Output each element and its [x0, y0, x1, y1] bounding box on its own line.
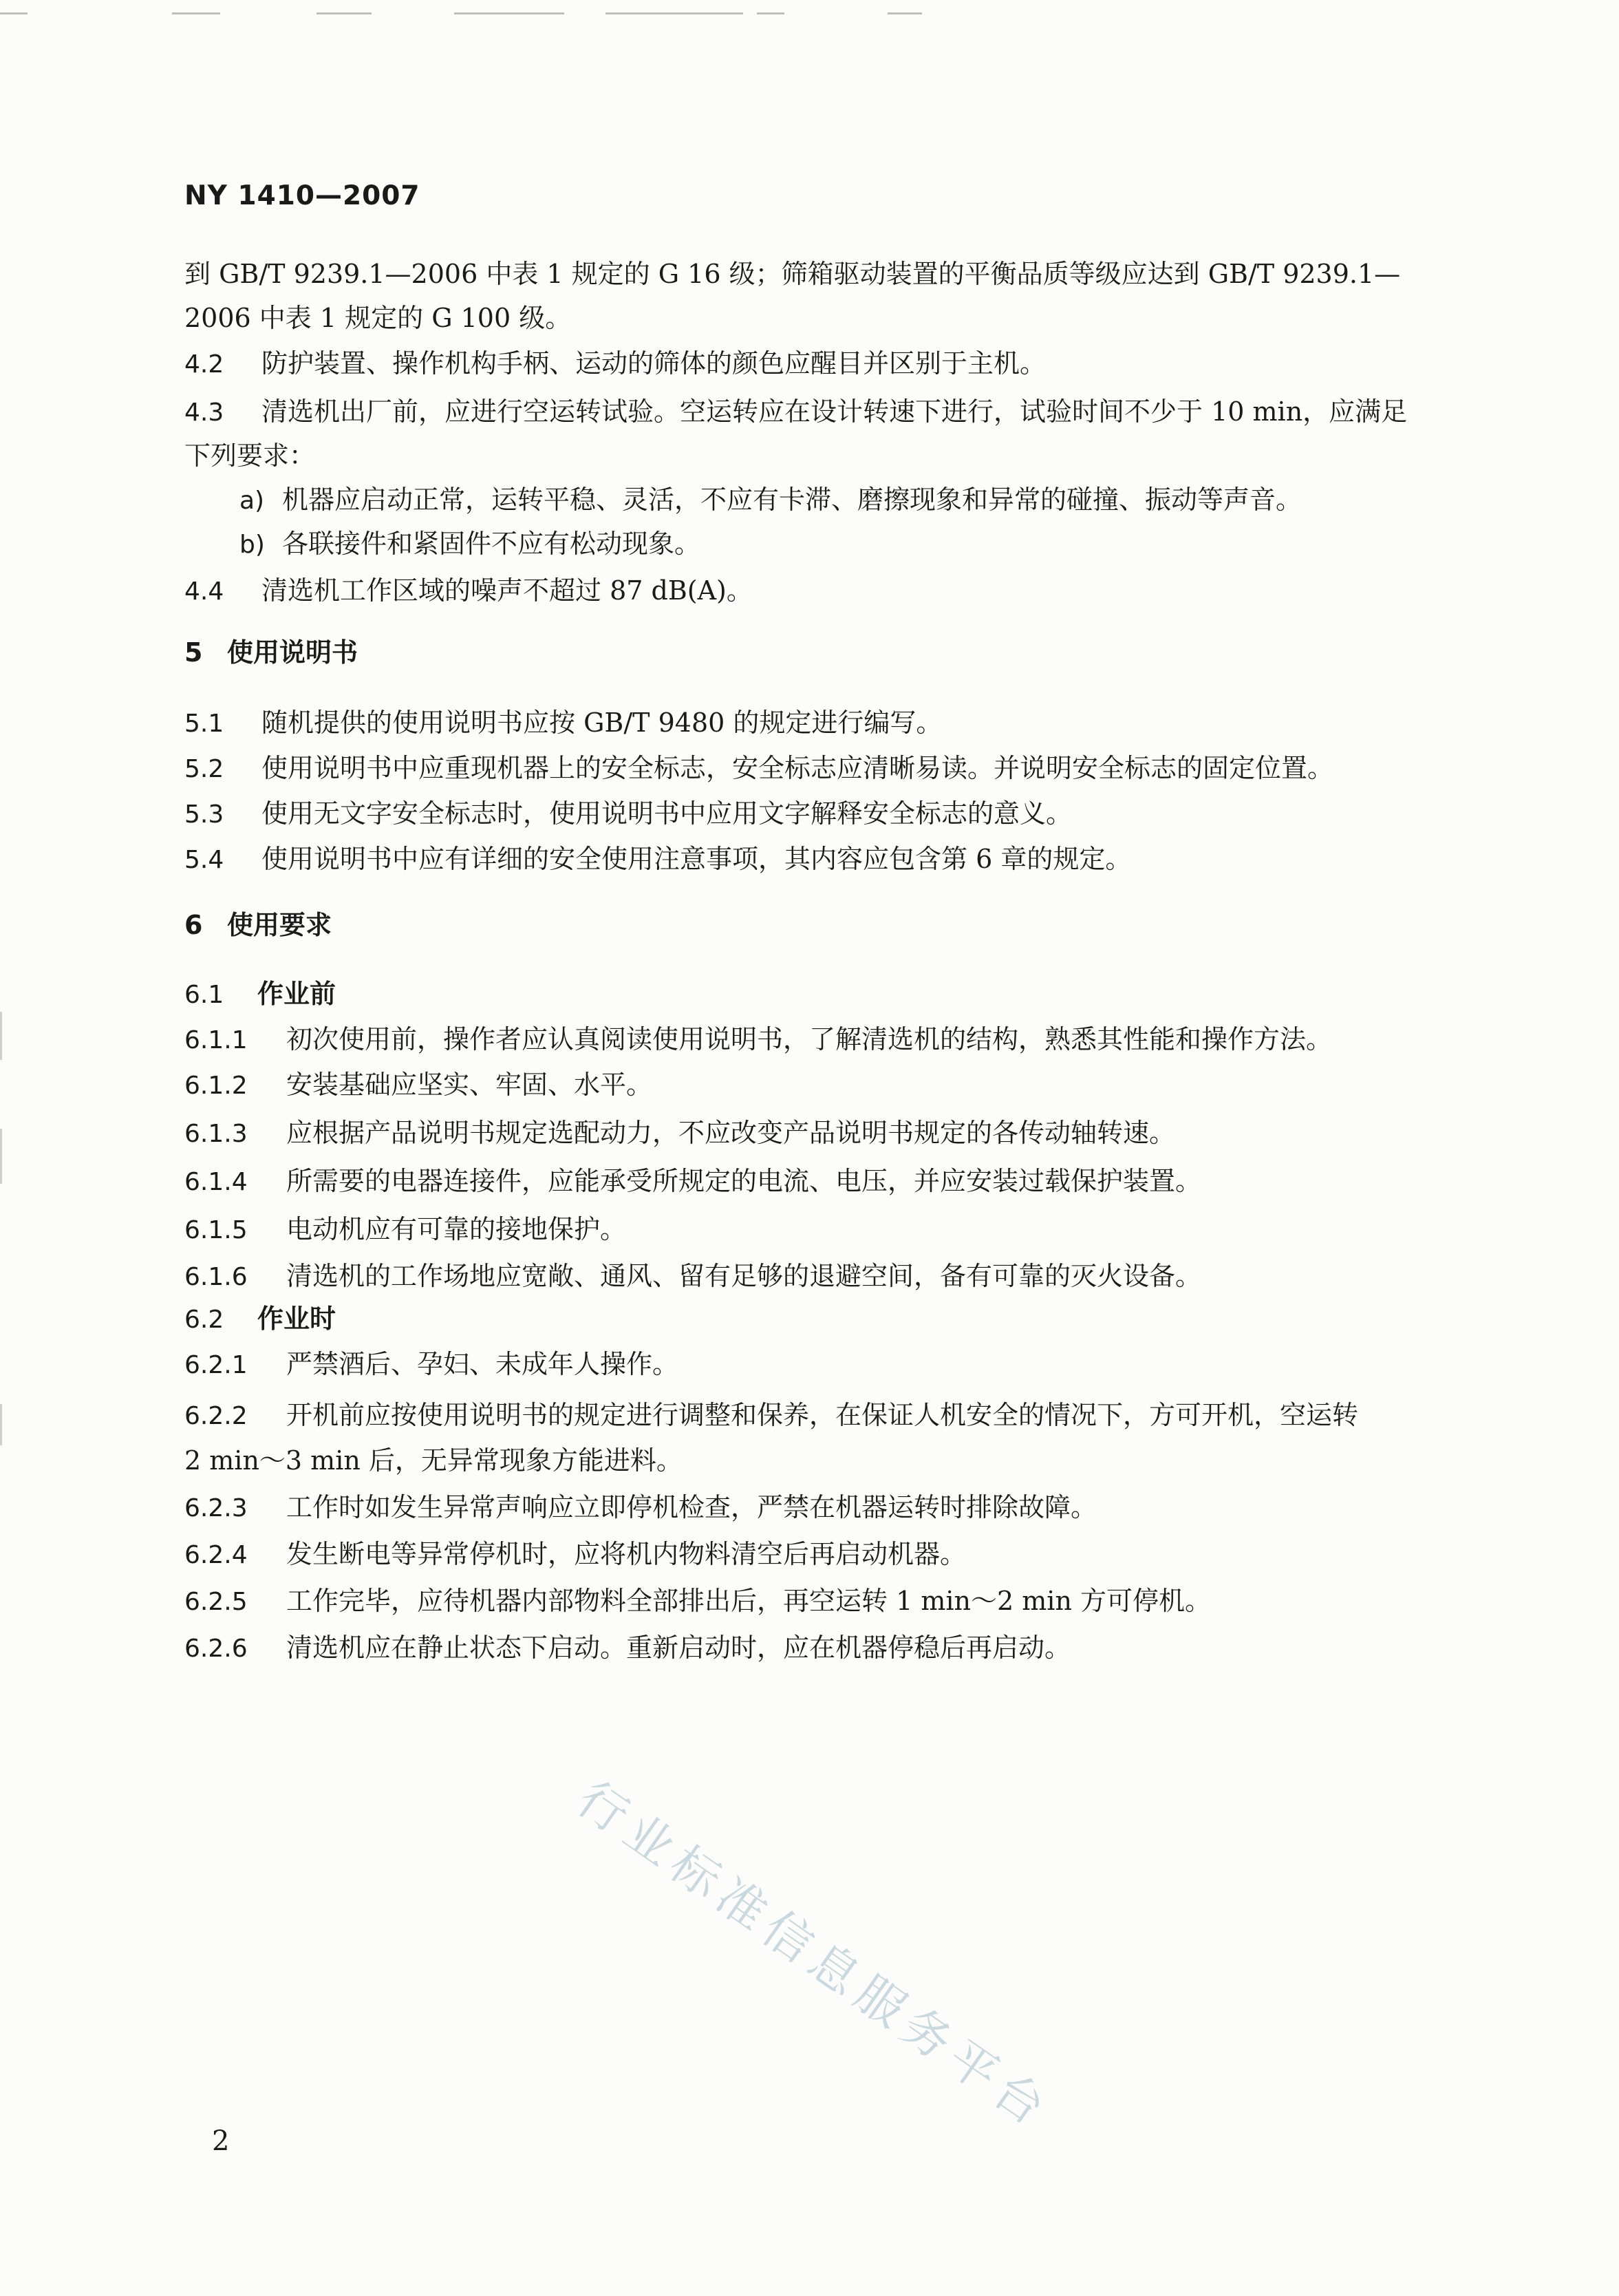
chapter-5-heading — [184, 635, 358, 670]
clause-text: 工作时如发生异常声响应立即停机检查，严禁在机器运转时排除故障。 — [286, 1492, 1097, 1522]
clause-text: 严禁酒后、孕妇、未成年人操作。 — [286, 1349, 679, 1379]
chapter-number: 5 — [184, 637, 203, 668]
clause-number: 5.3 — [184, 800, 224, 829]
clause-number: 6.2.1 — [184, 1351, 248, 1379]
paragraph-line: 下列要求： — [184, 440, 316, 471]
clause-number: 6.2.3 — [184, 1494, 248, 1522]
clause-6-2-3 — [184, 1489, 1097, 1527]
clause-number: 6.2.2 — [184, 1402, 248, 1430]
clause-text: 开机前应按使用说明书的规定进行调整和保养，在保证人机安全的情况下，方可开机，空运转 — [286, 1400, 1359, 1430]
clause-text: 清选机的工作场地应宽敞、通风、留有足够的退避空间，备有可靠的灭火设备。 — [286, 1261, 1202, 1291]
clause-text: 使用无文字安全标志时，使用说明书中应用文字解释安全标志的意义。 — [261, 798, 1073, 829]
clause-number: 6.1.3 — [184, 1120, 248, 1148]
chapter-number: 6 — [184, 910, 203, 940]
clause-text: 防护装置、操作机构手柄、运动的筛体的颜色应醒目并区别于主机。 — [261, 348, 1047, 379]
clause-5-2 — [184, 750, 1333, 787]
list-label: b) — [239, 531, 265, 559]
clause-6-1-5 — [184, 1211, 626, 1248]
clause-text: 使用说明书中应重现机器上的安全标志，安全标志应清晰易读。并说明安全标志的固定位置。 — [261, 753, 1334, 783]
list-label: a) — [239, 487, 265, 515]
chapter-title: 使用要求 — [227, 909, 332, 940]
clause-4-3 — [184, 394, 1407, 431]
clause-text: 所需要的电器连接件，应能承受所规定的电流、电压，并应安装过载保护装置。 — [286, 1166, 1202, 1196]
section-number: 6.1 — [184, 981, 224, 1009]
clause-number: 5.1 — [184, 710, 224, 738]
clause-6-1-3 — [184, 1115, 1175, 1152]
clause-number: 5.2 — [184, 755, 224, 783]
scan-side-mark — [0, 1129, 2, 1184]
clause-6-2-6 — [184, 1630, 1071, 1667]
clause-6-2-5 — [184, 1583, 1211, 1620]
watermark: 行业标准信息服务平台 — [567, 1770, 1062, 2140]
clause-text: 初次使用前，操作者应认真阅读使用说明书，了解清选机的结构，熟悉其性能和操作方法。 — [286, 1024, 1333, 1054]
clause-number: 6.1.4 — [184, 1168, 248, 1196]
section-title: 作业前 — [257, 978, 336, 1009]
list-text: 机器应启动正常，运转平稳、灵活，不应有卡滞、磨擦现象和异常的碰撞、振动等声音。 — [282, 485, 1302, 515]
clause-6-2-1 — [184, 1346, 678, 1383]
clause-number: 4.2 — [184, 350, 224, 379]
list-text: 各联接件和紧固件不应有松动现象。 — [282, 529, 701, 559]
chapter-6-heading — [184, 907, 332, 943]
clause-number: 4.3 — [184, 398, 224, 427]
clause-text: 应根据产品说明书规定选配动力，不应改变产品说明书规定的各传动轴转速。 — [286, 1118, 1176, 1148]
clause-6-1-6 — [184, 1258, 1201, 1295]
clause-text: 工作完毕，应待机器内部物料全部排出后，再空运转 1 min～2 min 方可停机。 — [286, 1586, 1211, 1616]
list-item-a — [239, 482, 1302, 519]
clause-5-4 — [184, 841, 1131, 878]
clause-text: 清选机出厂前，应进行空运转试验。空运转应在设计转速下进行，试验时间不少于 10 min，应满足 — [261, 396, 1408, 427]
clause-number: 6.2.5 — [184, 1588, 248, 1616]
clause-text: 清选机工作区域的噪声不超过 87 dB(A)。 — [261, 575, 753, 606]
section-6-2-heading — [184, 1301, 336, 1338]
clause-6-2-2 — [184, 1397, 1358, 1434]
paragraph-line: 2006 中表 1 规定的 G 100 级。 — [184, 303, 572, 333]
section-number: 6.2 — [184, 1306, 224, 1334]
clause-4-2 — [184, 346, 1046, 383]
scan-edge-marks — [0, 0, 1619, 21]
chapter-title: 使用说明书 — [227, 637, 358, 668]
clause-5-3 — [184, 796, 1072, 833]
clause-number: 6.1.5 — [184, 1216, 248, 1244]
clause-6-1-2 — [184, 1067, 652, 1104]
clause-5-1 — [184, 705, 942, 742]
clause-text: 使用说明书中应有详细的安全使用注意事项，其内容应包含第 6 章的规定。 — [261, 844, 1132, 874]
clause-text: 清选机应在静止状态下启动。重新启动时，应在机器停稳后再启动。 — [286, 1633, 1071, 1663]
page-number: 2 — [212, 2125, 230, 2157]
clause-text: 电动机应有可靠的接地保护。 — [286, 1214, 627, 1244]
list-item-b — [239, 526, 700, 563]
clause-6-1-4 — [184, 1163, 1201, 1200]
scan-side-mark — [0, 1404, 2, 1445]
clause-text: 安装基础应坚实、牢固、水平。 — [286, 1070, 653, 1100]
clause-6-2-4 — [184, 1536, 966, 1573]
clause-number: 4.4 — [184, 577, 224, 606]
clause-6-1-1 — [184, 1021, 1332, 1059]
scan-side-mark — [0, 1012, 2, 1060]
clause-number: 6.1.1 — [184, 1026, 248, 1054]
clause-number: 6.2.6 — [184, 1635, 248, 1663]
clause-number: 6.1.2 — [184, 1072, 248, 1100]
paragraph-line: 到 GB/T 9239.1—2006 中表 1 规定的 G 16 级；筛箱驱动装置的平衡品质等级应达到 GB/T 9239.1— — [184, 259, 1401, 289]
document-number: NY 1410—2007 — [184, 180, 420, 211]
clause-number: 5.4 — [184, 846, 224, 874]
clause-4-4 — [184, 573, 753, 610]
clause-text: 随机提供的使用说明书应按 GB/T 9480 的规定进行编写。 — [261, 708, 943, 738]
section-title: 作业时 — [257, 1303, 336, 1334]
clause-number: 6.2.4 — [184, 1541, 248, 1569]
clause-text: 发生断电等异常停机时，应将机内物料清空后再启动机器。 — [286, 1539, 967, 1569]
section-6-1-heading — [184, 976, 336, 1013]
clause-number: 6.1.6 — [184, 1263, 248, 1291]
paragraph-line: 2 min～3 min 后，无异常现象方能进料。 — [184, 1445, 683, 1476]
